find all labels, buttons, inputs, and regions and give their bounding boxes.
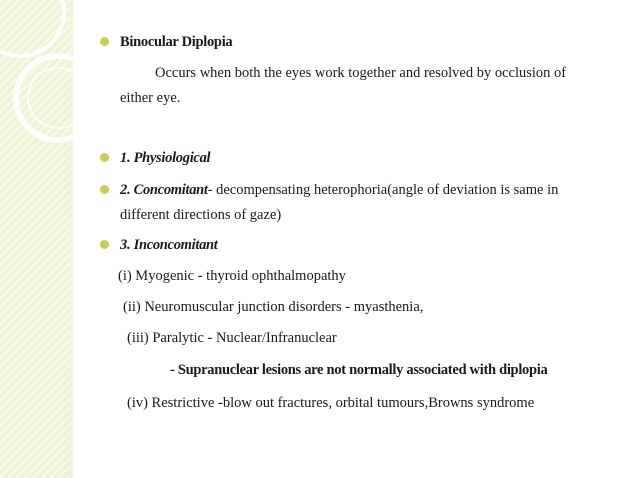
sub-item-myogenic: (i) Myogenic - thyroid ophthalmopathy bbox=[118, 268, 346, 284]
bullet-icon bbox=[100, 37, 109, 46]
sub-item-restrictive: (iv) Restrictive -blow out fractures, orbital tumours,Browns syndrome bbox=[127, 395, 535, 411]
definition-line-1: Occurs when both the eyes work together and resolved by occlusion of bbox=[155, 65, 567, 81]
item-concomitant-text: - decompensating heterophoria(angle of deviation is same in bbox=[207, 182, 559, 198]
item-concomitant-continuation: different directions of gaze) bbox=[120, 207, 282, 223]
item-concomitant-label: 2. Concomitant bbox=[120, 182, 208, 198]
sub-item-neuromuscular: (ii) Neuromuscular junction disorders - myasthenia, bbox=[123, 299, 424, 315]
bullet-icon bbox=[100, 153, 109, 162]
item-physiological: 1. Physiological bbox=[120, 150, 211, 166]
definition-line-2: either eye. bbox=[120, 90, 181, 106]
sub-item-paralytic: (iii) Paralytic - Nuclear/Infranuclear bbox=[127, 330, 337, 346]
decorative-circles-icon bbox=[0, 0, 75, 478]
item-inconcomitant: 3. Inconcomitant bbox=[120, 237, 218, 253]
item-concomitant bbox=[120, 181, 558, 199]
note-supranuclear: - Supranuclear lesions are not normally associated with diplopia bbox=[170, 362, 548, 378]
bullet-icon bbox=[100, 185, 109, 194]
heading-binocular-diplopia: Binocular Diplopia bbox=[120, 34, 233, 50]
bullet-icon bbox=[100, 240, 109, 249]
